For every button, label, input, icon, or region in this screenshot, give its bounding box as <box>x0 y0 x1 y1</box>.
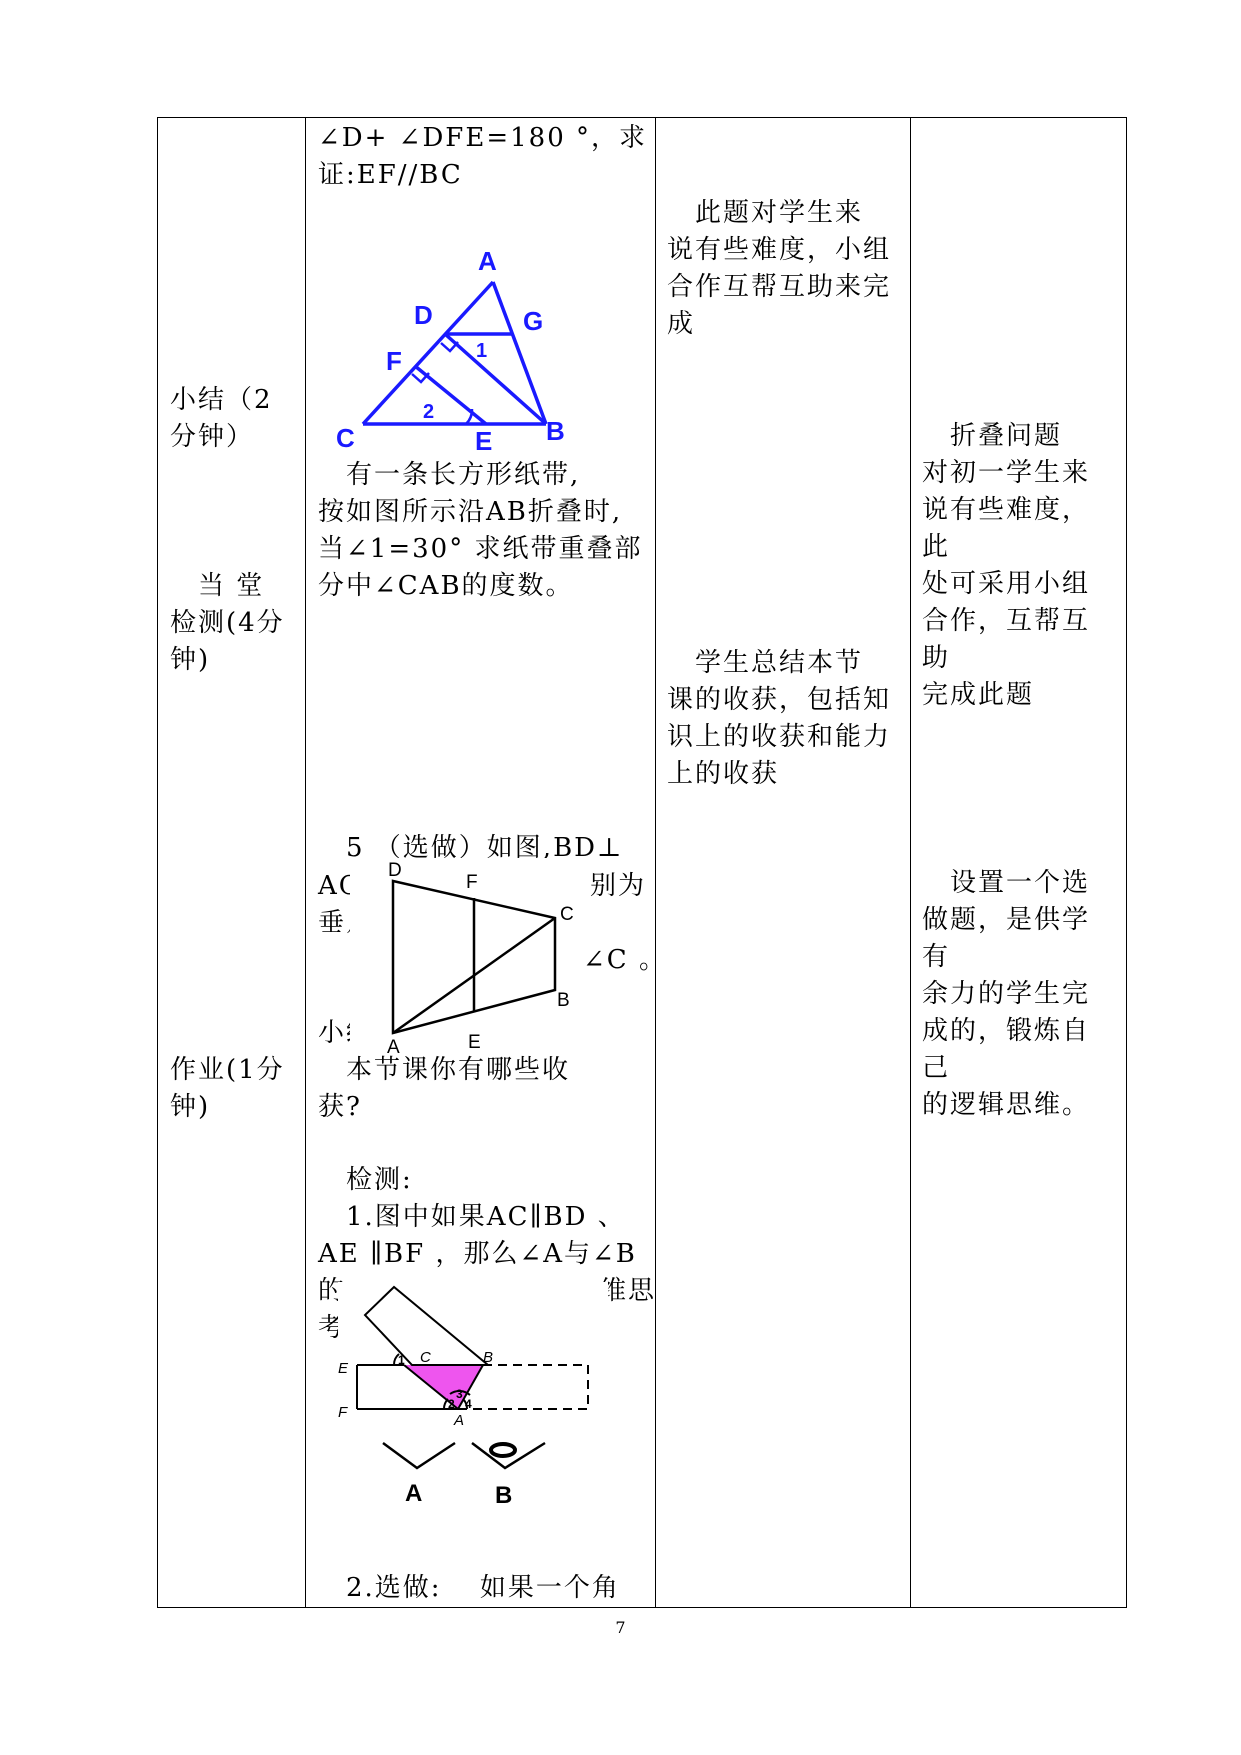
check-q1-fragment-right: 维思 <box>600 1276 657 1306</box>
problem-top: ∠D+ ∠DFE=180 °，求 证:EF//BC <box>318 123 648 190</box>
column-divider <box>910 117 911 1608</box>
q5-line4-right: ∠C 。 <box>583 945 667 975</box>
label-F: F <box>466 872 478 893</box>
label-B: B <box>483 1349 494 1366</box>
summary-question: 本节课你有哪些收 获? <box>318 1055 571 1122</box>
parallel-lines-figure <box>375 1435 575 1507</box>
label-C: C <box>336 423 355 453</box>
stage-check: 当 堂 检测(4分 钟) <box>170 571 285 675</box>
label-4: 4 <box>465 1397 472 1411</box>
label-C: C <box>420 1349 431 1366</box>
label-2: 2 <box>423 401 435 423</box>
folded-strip-figure <box>338 1282 608 1429</box>
label-B: B <box>546 416 565 446</box>
stage-homework: 作业(1分 钟) <box>170 1055 285 1122</box>
label-F: F <box>338 1404 348 1421</box>
label-E: E <box>468 1032 481 1053</box>
q5-line5-left: 小结 <box>318 1018 375 1048</box>
strip-problem: 有一条长方形纸带, 按如图所示沿AB折叠时, 当∠1=30° 求纸带重叠部 分中∠CAB的度数。 <box>318 460 643 601</box>
q5-line2-left: AC, <box>318 871 371 901</box>
activity-1: 此题对学生来 说有些难度，小组 合作互帮互助来完 成 <box>667 198 892 339</box>
label-1: 1 <box>398 1353 405 1367</box>
intent-2: 设置一个选 做题，是供学有 余力的学生完 成的，锻炼自己 的逻辑思维。 <box>922 868 1091 1120</box>
q5-line2-right: 别为 <box>590 871 647 901</box>
label-E: E <box>475 426 493 456</box>
check-question-1: 1.图中如果AC∥BD 、 AE ∥BF ，那么∠A与∠B <box>318 1202 637 1269</box>
intent-1: 折叠问题 对初一学生来 说有些难度，此 处可采用小组 合作，互帮互助 完成此题 <box>922 421 1091 710</box>
triangle-figure <box>318 240 618 460</box>
page-number: 7 <box>615 1618 626 1637</box>
label-2: 2 <box>448 1397 455 1411</box>
label-F: F <box>386 346 402 376</box>
label-3: 3 <box>456 1387 463 1401</box>
column-divider <box>305 117 306 1608</box>
label-B: B <box>495 1482 513 1509</box>
check-title: 检测: <box>318 1165 413 1195</box>
optional-question: 2.选做: 如果一个角 <box>318 1573 620 1603</box>
label-C: C <box>560 904 574 925</box>
label-B: B <box>557 990 570 1011</box>
label-E: E <box>338 1360 349 1377</box>
label-A: A <box>387 1037 400 1058</box>
check-q1-fragment-2: 考 <box>318 1313 347 1343</box>
label-1: 1 <box>476 340 488 362</box>
quadrilateral-figure <box>350 858 582 1058</box>
stage-summary: 小结（2 分钟） <box>170 385 273 452</box>
q5-line1: 5 （选做）如图,BD⊥ <box>318 833 624 863</box>
label-D: D <box>388 860 402 881</box>
label-A: A <box>478 246 497 276</box>
column-divider <box>655 117 656 1608</box>
label-A: A <box>405 1480 423 1507</box>
label-D: D <box>414 300 433 330</box>
label-G: G <box>523 306 544 336</box>
activity-2: 学生总结本节 课的收获，包括知 识上的收获和能力 上的收获 <box>667 648 892 789</box>
q5-line3-left: 垂足 <box>318 908 375 938</box>
label-A: A <box>454 1412 465 1429</box>
check-q1-fragment-left: 的 <box>318 1276 347 1306</box>
